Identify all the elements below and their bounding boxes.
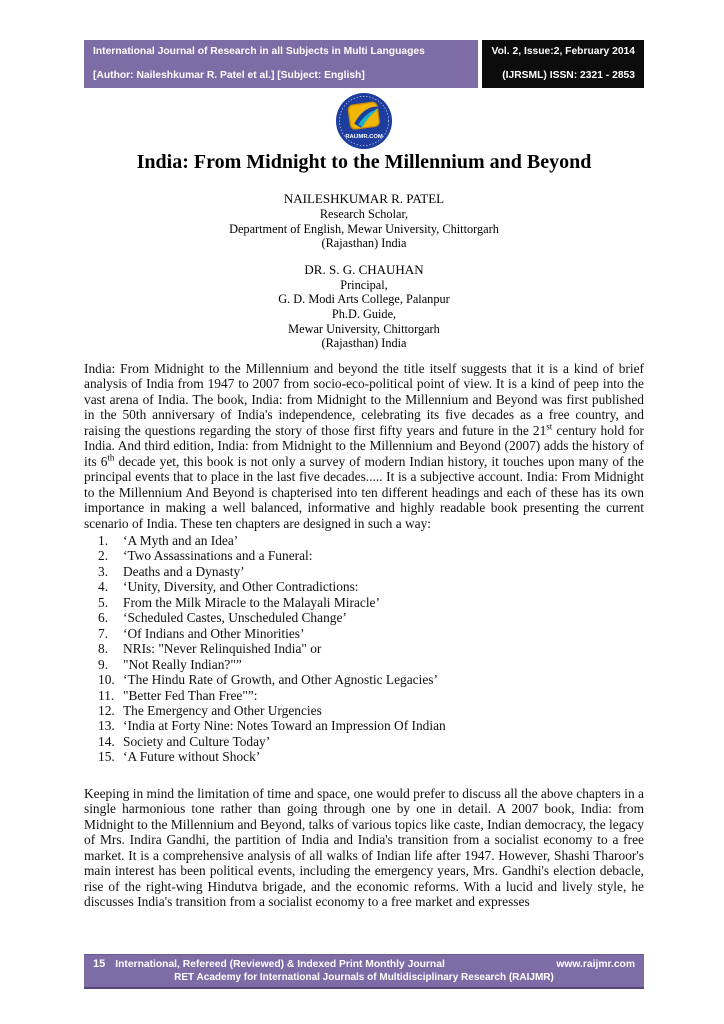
list-item-number: 6. bbox=[98, 610, 109, 626]
list-item-number: 15. bbox=[98, 749, 115, 765]
list-item bbox=[84, 718, 644, 733]
list-item-number: 8. bbox=[98, 641, 109, 657]
list-item-text: The Emergency and Other Urgencies bbox=[123, 702, 322, 718]
author-block-1 bbox=[84, 191, 644, 251]
header-author-subject: [Author: Naileshkumar R. Patel et al.] [Subject: English] bbox=[93, 70, 365, 81]
list-item-text: "Not Really Indian?"” bbox=[123, 656, 242, 672]
superscript: st bbox=[546, 421, 553, 432]
author-affiliation-line: Research Scholar, bbox=[319, 207, 409, 221]
footer-journal-label: International, Refereed (Reviewed) & Indexed Print Monthly Journal bbox=[115, 959, 445, 970]
author-affiliation-line: (Rajasthan) India bbox=[321, 236, 407, 251]
footer-row-1 bbox=[93, 958, 635, 970]
footer-website-link: www.raijmr.com bbox=[556, 959, 635, 970]
list-item bbox=[84, 749, 644, 764]
list-item-number: 7. bbox=[98, 625, 109, 641]
raijmr-logo-icon bbox=[335, 92, 393, 150]
paragraph-2: Keeping in mind the limitation of time and space, one would prefer to discuss all the above chapters in a single harmonious tone rather than going through one by one in detail. A 2007 book, India: from Midnight to the Millennium and Beyond, talks of various topics like caste, Indian democracy, the legacy of Mrs. Indira Gandhi, the partition of India and India's transition from a socialist economy to a free market. It is a comprehensive analysis of all walks of Indian life after 1947. However, Shashi Tharoor's main interest has been political events, including the emergency years, Mrs. Gandhi's election debacle, rise of the right-wing Hindutva brigade, and the economic reforms. With a lucid and lively style, he discusses India's transition from a socialist economy to a free market and expresses bbox=[84, 785, 644, 909]
list-item-number: 1. bbox=[98, 532, 109, 548]
list-item-number: 4. bbox=[98, 579, 109, 595]
list-item-number: 14. bbox=[98, 733, 115, 749]
header-issn: (IJRSML) ISSN: 2321 - 2853 bbox=[502, 70, 635, 81]
list-item-number: 11. bbox=[98, 687, 115, 703]
list-item bbox=[84, 657, 644, 672]
author-name: DR. S. G. CHAUHAN bbox=[304, 261, 424, 277]
author-affiliation-line: Department of English, Mewar University, Chittorgarh bbox=[229, 221, 499, 236]
footer-academy-label: RET Academy for International Journals of Multidisciplinary Research (RAIJMR) bbox=[174, 972, 554, 983]
list-item-number: 9. bbox=[98, 656, 109, 672]
list-item-text: ‘India at Forty Nine: Notes Toward an Impression Of Indian bbox=[123, 718, 446, 734]
paragraph-1-text: decade yet, this book is not only a survey of modern Indian history, it touches upon many of the principal events that to place in the last five decades..... It is a subjective account. India: From Midnight to the Millennium And Beyond is chapterised into ten different headings and each of these has its own importance in making a well balanced, informative and highly readable book presenting the current scenario of India. These ten chapters are designed in such a way: bbox=[84, 453, 644, 531]
header-issue-box bbox=[482, 40, 644, 88]
paragraph-1 bbox=[84, 361, 644, 531]
list-item-text: From the Milk Miracle to the Malayali Miracle’ bbox=[123, 594, 380, 610]
paragraph-1-text: India: From Midnight to the Millennium and beyond the title itself suggests that it is a kind of brief analysis of India from 1947 to 2007 from socio-eco-political point of view. It is a kind of peep into the vast arena of India. The book, India: from Midnight to the Millennium and Beyond was first published in the 50th anniversary of India's independence, celebrating its five decades as a free country, and raising the questions regarding the story of those first fifty years and future in the 21 bbox=[84, 361, 644, 438]
list-item bbox=[84, 579, 644, 594]
list-item bbox=[84, 641, 644, 656]
header-volume-issue: Vol. 2, Issue:2, February 2014 bbox=[491, 46, 635, 57]
list-item bbox=[84, 533, 644, 548]
page-number: 15 bbox=[93, 958, 106, 970]
raijmr-logo bbox=[335, 92, 393, 150]
list-item-number: 13. bbox=[98, 718, 115, 734]
list-item-text: Deaths and a Dynasty’ bbox=[123, 563, 245, 579]
list-item-text: ‘Unity, Diversity, and Other Contradictions: bbox=[123, 579, 359, 595]
list-item-text: "Better Fed Than Free"”: bbox=[123, 687, 258, 703]
list-item bbox=[84, 626, 644, 641]
list-item-number: 3. bbox=[98, 563, 109, 579]
author-section bbox=[84, 191, 644, 362]
list-item-number: 5. bbox=[98, 594, 109, 610]
author-affiliation-line: Ph.D. Guide, bbox=[331, 306, 397, 321]
page-header bbox=[84, 40, 644, 88]
list-item-number: 12. bbox=[98, 702, 115, 718]
list-item-number: 2. bbox=[98, 548, 109, 564]
list-item bbox=[84, 672, 644, 687]
list-item bbox=[84, 688, 644, 703]
page-title: India: From Midnight to the Millennium and Beyond bbox=[136, 151, 592, 173]
page-footer bbox=[84, 954, 644, 989]
list-item-text: ‘A Future without Shock’ bbox=[123, 749, 261, 765]
list-item bbox=[84, 595, 644, 610]
header-journal-title: International Journal of Research in all Subjects in Multi Languages bbox=[93, 46, 425, 57]
article-body bbox=[84, 361, 644, 909]
header-journal-box bbox=[84, 40, 478, 88]
author-affiliation-line: Principal, bbox=[340, 277, 388, 292]
list-item-text: NRIs: "Never Relinquished India" or bbox=[123, 641, 322, 657]
list-item-text: ‘Two Assassinations and a Funeral: bbox=[123, 548, 313, 564]
list-item bbox=[84, 548, 644, 563]
chapter-list bbox=[84, 533, 644, 765]
list-item bbox=[84, 564, 644, 579]
list-item-number: 10. bbox=[98, 672, 115, 688]
list-item bbox=[84, 703, 644, 718]
list-item bbox=[84, 734, 644, 749]
list-item-text: ‘A Myth and an Idea’ bbox=[123, 532, 239, 548]
author-name: NAILESHKUMAR R. PATEL bbox=[283, 191, 445, 206]
author-affiliation-line: G. D. Modi Arts College, Palanpur bbox=[278, 292, 450, 307]
list-item-text: ‘Of Indians and Other Minorities’ bbox=[123, 625, 305, 641]
superscript: th bbox=[107, 452, 115, 463]
author-affiliation-line: Mewar University, Chittorgarh bbox=[288, 321, 440, 336]
list-item-text: ‘The Hindu Rate of Growth, and Other Agnostic Legacies’ bbox=[123, 672, 438, 688]
list-item-text: ‘Scheduled Castes, Unscheduled Change’ bbox=[123, 610, 347, 626]
logo-text: RAIJMR.COM bbox=[345, 133, 383, 140]
paragraph-1-text: century hold for India. And third edition, India: from Midnight to the Millennium and Beyond (2007) adds the history of its 6 bbox=[84, 422, 644, 469]
author-block-2 bbox=[84, 262, 644, 351]
author-affiliation-line: (Rajasthan) India bbox=[321, 336, 407, 351]
list-item-text: Society and Culture Today’ bbox=[123, 733, 271, 749]
list-item bbox=[84, 610, 644, 625]
